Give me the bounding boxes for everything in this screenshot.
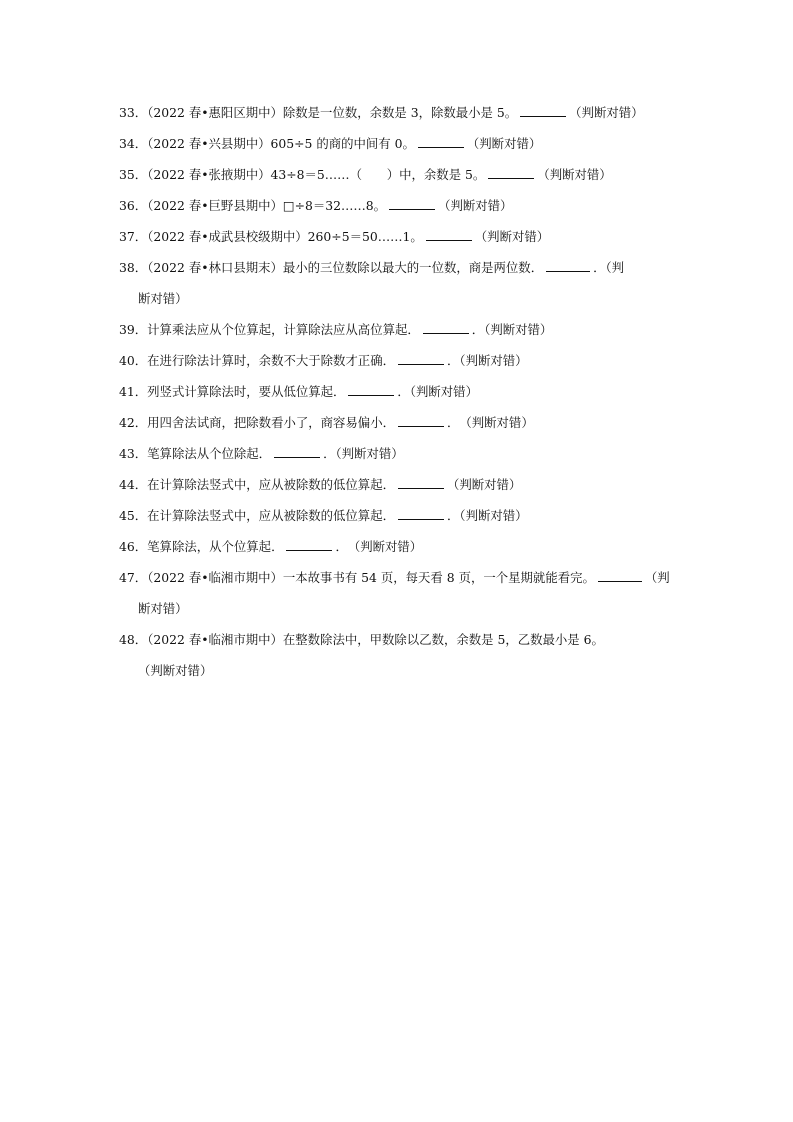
question-number: 44． <box>119 477 148 492</box>
question-33 <box>119 97 675 128</box>
question-number: 45． <box>119 508 148 523</box>
question-text: 在计算除法竖式中，应从被除数的低位算起． <box>147 477 395 492</box>
answer-blank[interactable] <box>348 383 394 396</box>
question-41 <box>119 376 675 407</box>
question-36 <box>119 190 675 221</box>
question-number: 37． <box>119 229 148 244</box>
question-text: 笔算除法，从个位算起． <box>147 539 284 554</box>
question-continuation: 断对错） <box>138 601 188 616</box>
question-text: （2022 春•惠阳区期中）除数是一位数，余数是 3，除数最小是 5。 <box>147 105 518 120</box>
question-45 <box>119 500 675 531</box>
question-number: 33． <box>119 105 148 120</box>
question-suffix: ．（判断对错） <box>397 384 478 399</box>
answer-blank[interactable] <box>488 166 534 179</box>
answer-blank[interactable] <box>423 321 469 334</box>
question-suffix: ．（判断对错） <box>446 353 528 368</box>
answer-blank[interactable] <box>598 569 642 582</box>
answer-blank[interactable] <box>286 538 332 551</box>
question-suffix: （判断对错） <box>537 167 612 182</box>
answer-blank[interactable] <box>426 228 472 241</box>
question-39 <box>119 314 675 345</box>
question-text: （2022 春•巨野县期中）□÷8＝32……8。 <box>147 198 387 213</box>
question-continuation: 断对错） <box>138 291 188 306</box>
question-number: 36． <box>119 198 148 213</box>
question-43 <box>119 438 675 469</box>
question-34 <box>119 128 675 159</box>
question-text: （2022 春•张掖期中）43÷8＝5……（ ）中，余数是 5。 <box>147 167 486 182</box>
answer-blank[interactable] <box>546 259 590 272</box>
question-suffix: ．（判断对错） <box>471 322 553 337</box>
question-suffix: （判 <box>644 570 670 585</box>
question-suffix: ． （判断对错） <box>446 415 534 430</box>
question-text: （2022 春•临湘市期中）一本故事书有 54 页，每天看 8 页，一个星期就能看完。 <box>147 570 595 585</box>
question-48 <box>119 624 675 655</box>
answer-blank[interactable] <box>398 414 444 427</box>
question-text: （2022 春•林口县期末）最小的三位数除以最大的一位数，商是两位数． <box>147 260 544 275</box>
question-text: 计算乘法应从个位算起，计算除法应从高位算起． <box>147 322 420 337</box>
question-47 <box>119 562 675 593</box>
question-suffix: （判断对错） <box>569 105 644 120</box>
question-suffix: ．（判 <box>593 260 625 275</box>
question-number: 40． <box>119 353 148 368</box>
question-number: 46． <box>119 539 148 554</box>
question-suffix: （判断对错） <box>474 229 550 244</box>
question-48-continued <box>119 655 675 686</box>
question-number: 39． <box>119 322 148 337</box>
question-number: 41． <box>119 384 148 399</box>
question-number: 48． <box>119 632 148 647</box>
question-suffix: （判断对错） <box>466 136 542 151</box>
answer-blank[interactable] <box>398 352 444 365</box>
question-text: 笔算除法从个位除起． <box>147 446 272 461</box>
question-text: （2022 春•临湘市期中）在整数除法中，甲数除以乙数，余数是 5，乙数最小是 6。 <box>147 632 604 647</box>
question-text: 列竖式计算除法时，要从低位算起． <box>147 384 346 399</box>
question-suffix: ．（判断对错） <box>323 446 404 461</box>
answer-blank[interactable] <box>389 197 435 210</box>
question-number: 43． <box>119 446 148 461</box>
question-text: （2022 春•兴县期中）605÷5 的商的中间有 0。 <box>147 136 415 151</box>
question-continuation: （判断对错） <box>138 663 213 678</box>
question-text: （2022 春•成武县校级期中）260÷5＝50……1。 <box>147 229 423 244</box>
question-suffix: ． （判断对错） <box>335 539 423 554</box>
question-number: 42． <box>119 415 148 430</box>
question-text: 在进行除法计算时，余数不大于除数才正确． <box>147 353 395 368</box>
question-text: 用四舍法试商，把除数看小了，商容易偏小． <box>147 415 395 430</box>
question-suffix: ．（判断对错） <box>446 508 528 523</box>
question-42 <box>119 407 675 438</box>
question-number: 38． <box>119 260 148 275</box>
question-text: 在计算除法竖式中，应从被除数的低位算起． <box>147 508 395 523</box>
question-46 <box>119 531 675 562</box>
question-38 <box>119 252 675 283</box>
question-suffix: （判断对错） <box>446 477 522 492</box>
question-suffix: （判断对错） <box>438 198 513 213</box>
question-40 <box>119 345 675 376</box>
answer-blank[interactable] <box>398 476 444 489</box>
question-47-continued <box>119 593 675 624</box>
question-number: 35． <box>119 167 148 182</box>
answer-blank[interactable] <box>520 104 566 117</box>
answer-blank[interactable] <box>398 507 444 520</box>
answer-blank[interactable] <box>418 135 464 148</box>
question-35 <box>119 159 675 190</box>
question-number: 34． <box>119 136 148 151</box>
question-44 <box>119 469 675 500</box>
question-37 <box>119 221 675 252</box>
question-38-continued <box>119 283 675 314</box>
question-number: 47． <box>119 570 148 585</box>
answer-blank[interactable] <box>274 445 320 458</box>
